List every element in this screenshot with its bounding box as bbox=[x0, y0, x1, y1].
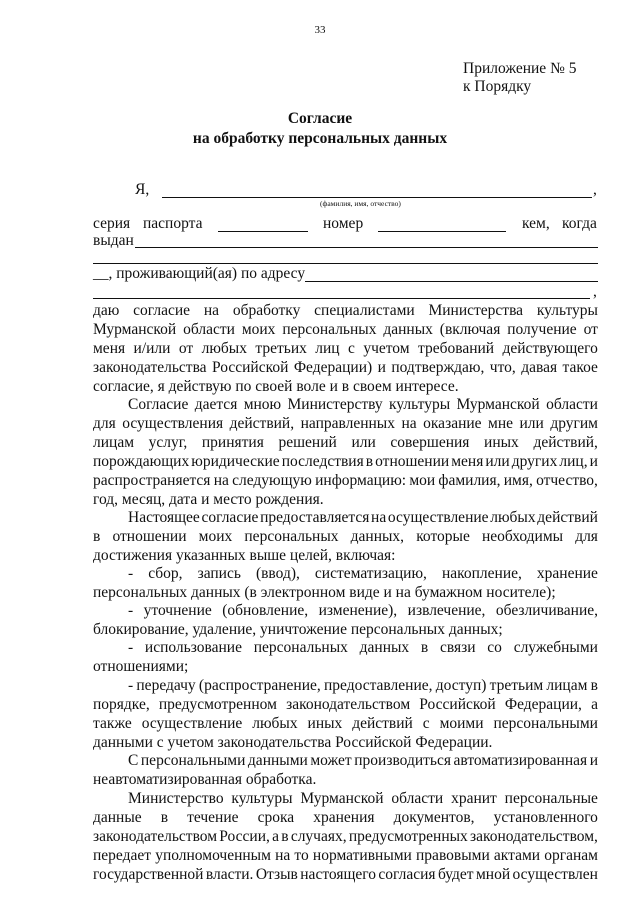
document-title: Согласие bbox=[287, 110, 353, 127]
paragraph-line: достижения указанных выше целей, включая: bbox=[93, 547, 396, 564]
appendix-order: к Порядку bbox=[463, 78, 532, 95]
passport-number-field[interactable] bbox=[378, 231, 506, 232]
passport-series-field[interactable] bbox=[218, 231, 308, 232]
bullet-line: блокирование, удаление, уничтожение персональных данных; bbox=[93, 621, 503, 638]
bullet-line: отношениями; bbox=[93, 658, 189, 675]
number-label: номер bbox=[323, 215, 364, 232]
fio-comma: , bbox=[593, 181, 597, 198]
paragraph-line: законодательством России, а в случаях, предусмотренных законодательством, bbox=[93, 828, 598, 845]
bullet-line: данными с учетом законодательства Российской Федерации. bbox=[93, 734, 493, 751]
fio-caption: (фамилия, имя, отчество) bbox=[320, 199, 401, 208]
paragraph-line: законодательства Российской Федерации) и подтверждаю, что, давая такое bbox=[93, 359, 598, 376]
issued-label: выдан bbox=[93, 232, 134, 249]
fio-field[interactable] bbox=[162, 197, 592, 198]
bullet-line: персональных данных (в электронном виде и на бумажном носителе); bbox=[93, 584, 556, 601]
paragraph-line: Мурманской области моих персональных данных (включая получение от bbox=[93, 321, 598, 338]
paragraph-line: распространяется на следующую информацию: мои фамилия, имя, отчество, bbox=[93, 472, 598, 489]
who-label: кем, bbox=[522, 215, 550, 232]
paragraph-line: согласие, я действую по своей воле и в своем интересе. bbox=[93, 378, 459, 395]
bullet-line: также осуществление любых иных действий с моими персональными bbox=[93, 715, 598, 732]
page-number: 33 bbox=[314, 24, 326, 36]
paragraph-line: Настоящее согласие предоставляется на осуществление любых действий bbox=[128, 509, 598, 526]
address-field-2[interactable] bbox=[93, 298, 590, 299]
bullet-line: - сбор, запись (ввод), систематизацию, накопление, хранение bbox=[128, 565, 598, 582]
paragraph-line: Согласие дается мною Министерству культуры Мурманской области bbox=[128, 396, 598, 413]
bullet-line: - передачу (распространение, предоставление, доступ) третьим лицам в bbox=[128, 677, 598, 694]
bullet-line: - уточнение (обновление, изменение), извлечение, обезличивание, bbox=[128, 602, 598, 619]
paragraph-line: неавтоматизированная обработка. bbox=[93, 771, 317, 788]
address-comma: , bbox=[593, 283, 597, 300]
document-subtitle: на обработку персональных данных bbox=[192, 130, 448, 147]
bullet-line: порядке, предусмотренном законодательством Российской Федерации, а bbox=[93, 696, 598, 713]
passport-label: паспорта bbox=[143, 215, 203, 232]
appendix-number: Приложение № 5 bbox=[463, 60, 577, 77]
paragraph-line: данные в течение срока хранения документов, установленного bbox=[93, 809, 598, 826]
bullet-line: - использование персональных данных в связи со служебными bbox=[128, 639, 598, 656]
paragraph-line: передает уполномоченным на то нормативными правовыми актами органам bbox=[93, 847, 598, 864]
paragraph-line: лицам услуг, принятия решений или совершения иных действий, bbox=[93, 434, 598, 451]
series-label: серия bbox=[93, 215, 131, 232]
when-label: когда bbox=[562, 215, 597, 232]
issued-by-field[interactable] bbox=[135, 247, 598, 248]
address-field[interactable] bbox=[305, 281, 598, 282]
paragraph-line: для осуществления действий, направленных на оказание мне или другим bbox=[93, 415, 598, 432]
issued-by-field-2[interactable] bbox=[93, 263, 598, 264]
paragraph-line: в отношении моих персональных данных, которые необходимы для bbox=[93, 528, 598, 545]
paragraph-line: меня и/или от любых третьих лиц с учетом требований действующего bbox=[93, 340, 598, 357]
paragraph-line: даю согласие на обработку специалистами Министерства культуры bbox=[93, 302, 598, 319]
paragraph-line: год, месяц, дата и место рождения. bbox=[93, 491, 324, 508]
i-label: Я, bbox=[135, 181, 150, 198]
paragraph-line: Министерство культуры Мурманской области хранит персональные bbox=[128, 790, 598, 807]
paragraph-line: порождающих юридические последствия в отношении меня или других лиц, и bbox=[93, 453, 598, 470]
paragraph-line: государственной власти. Отзыв настоящего согласия будет мной осуществлен bbox=[93, 866, 598, 883]
residing-label: __, проживающий(ая) по адресу bbox=[93, 265, 306, 282]
paragraph-line: С персональными данными может производиться автоматизированная и bbox=[128, 752, 598, 769]
